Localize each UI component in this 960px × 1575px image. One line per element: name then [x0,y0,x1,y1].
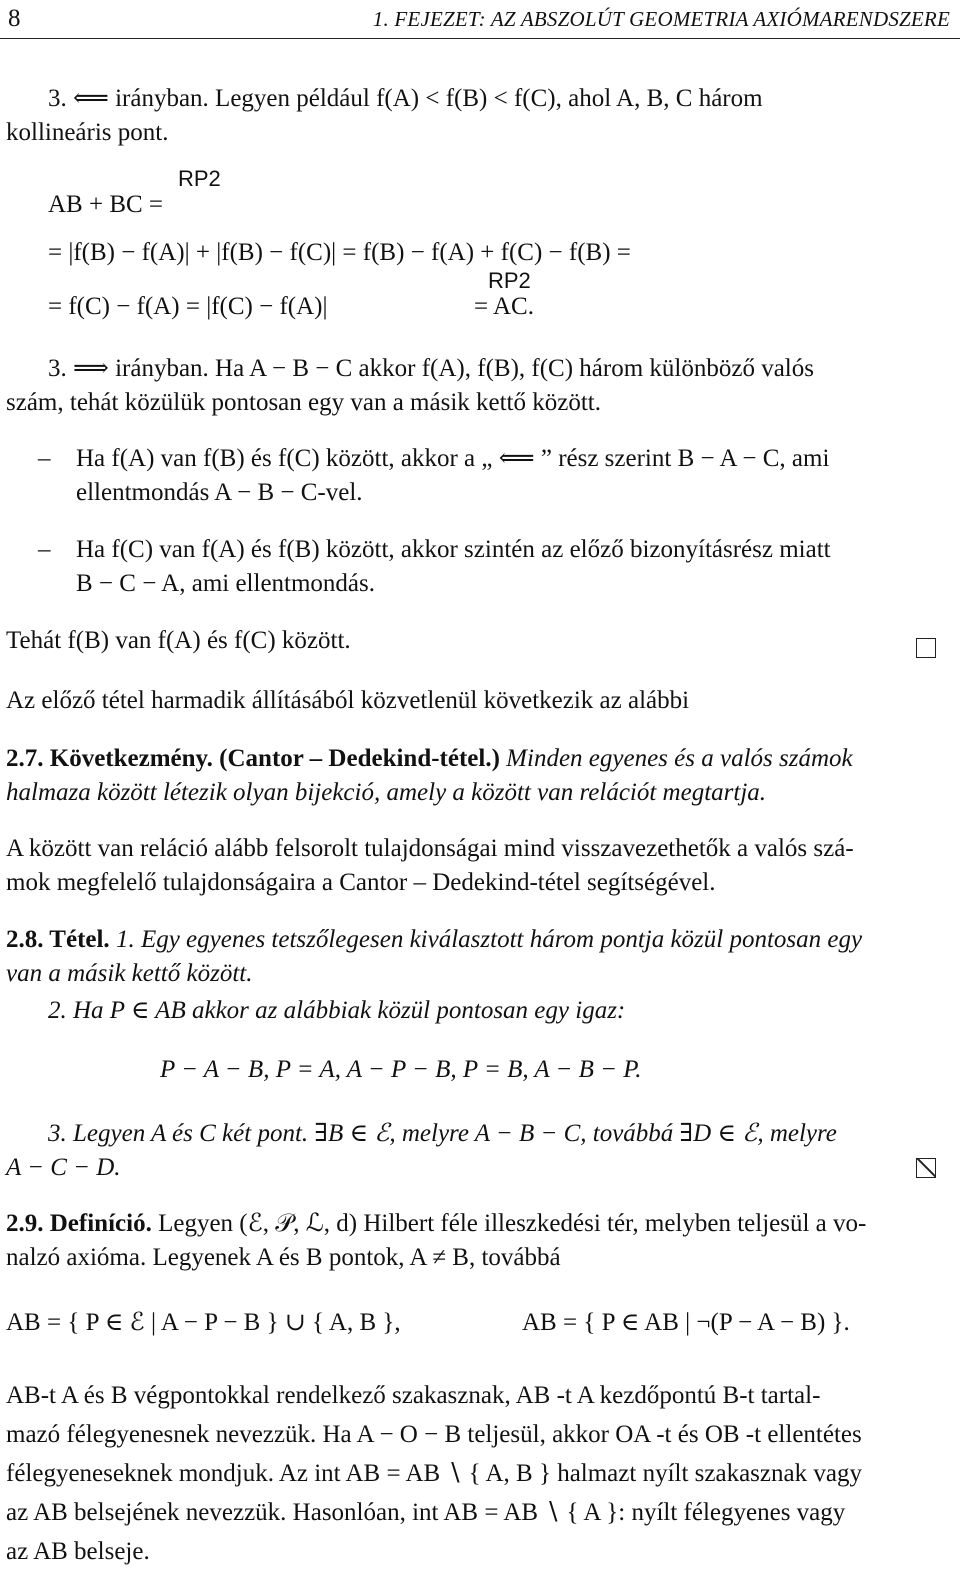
paragraph-line: AB-t A és B végpontokkal rendelkező szakasznak, AB -t A kezdőpontú B-t tartal- [6,1382,821,1409]
ray-definition: AB = { P ∈ AB | ¬(P − A − B) }. [522,1309,850,1336]
definition-heading: 2.9. Definíció. [6,1210,152,1237]
proof-direction-backward: 3. ⟸ irányban. Legyen például f(A) < f(B) < f(C), ahol A, B, C három [48,85,763,112]
equation-line-3a: = f(C) − f(A) = |f(C) − f(A)| [48,293,328,320]
theorem-item-3-cont: A − C − D. [6,1154,121,1181]
paragraph-line: félegyeneseknek mondjuk. Az int AB = AB ∖ { A, B } halmazt nyílt szakasznak vagy [6,1460,862,1487]
proof-direction-forward: 3. ⟹ irányban. Ha A − B − C akkor f(A), f(B), f(C) három különböző valós [48,355,814,382]
corollary-heading: 2.7. Következmény. (Cantor – Dedekind-tétel.) [6,745,500,772]
page-header [0,0,960,34]
case-2-line-2: B − C − A, ami ellentmondás. [76,570,376,597]
equation-line-2: = |f(B) − f(A)| + |f(B) − f(C)| = f(B) − f(A) + f(C) − f(B) = [48,239,631,266]
rp2-label-2: RP2 [488,268,531,293]
paragraph-line: A között van reláció alább felsorolt tulajdonságai mind visszavezethetők a valós szá- [6,835,854,862]
equation-line-1: AB + BC = [48,191,164,218]
theorem-item-3: 3. Legyen A és C két pont. ∃B ∈ ℰ, melyre A − B − C, továbbá ∃D ∈ ℰ, melyre [48,1120,837,1147]
segment-definition: AB = { P ∈ ℰ | A − P − B } ∪ { A, B }, [6,1309,401,1336]
corollary-line-1 [6,742,853,776]
theorem-item-2: 2. Ha P ∈ AB akkor az alábbiak közül pontosan egy igaz: [48,997,626,1024]
case-1-line-2: ellentmondás A − B − C-vel. [76,479,363,506]
text-line: szám, tehát közülük pontosan egy van a másik kettő között. [6,389,601,416]
paragraph-line: az AB belseje. [6,1538,150,1565]
definition-line-1 [6,1207,866,1241]
definition-line-2: nalzó axióma. Legyenek A és B pontok, A ≠ B, továbbá [6,1244,561,1271]
corollary-text: Minden egyenes és a valós számok [499,745,853,772]
qed-box-icon [916,638,936,658]
theorem-line-2: van a másik kettő között. [6,960,253,987]
case-1-line-1: Ha f(A) van f(B) és f(C) között, akkor a „ ⟸ ” rész szerint B − A − C, ami [76,445,830,472]
corollary-line-2: halmaza között létezik olyan bijekció, amely a között van relációt megtartja. [6,779,767,806]
theorem-heading: 2.8. Tétel. [6,926,110,953]
conclusion-line: Tehát f(B) van f(A) és f(C) között. [6,627,351,654]
rp2-label: RP2 [178,166,221,191]
text-line: kollineáris pont. [6,119,169,146]
paragraph-line: az AB belsejének nevezzük. Hasonlóan, int AB = AB ∖ { A }: nyílt félegyenes vagy [6,1499,846,1526]
bullet-dash: – [38,445,51,472]
paragraph-line: mazó félegyenesnek nevezzük. Ha A − O − B teljesül, akkor OA -t és OB -t ellentétes [6,1421,862,1448]
chapter-title: 1. FEJEZET: AZ ABSZOLÚT GEOMETRIA AXIÓMARENDSZERE [372,7,950,31]
theorem-line-1 [6,923,862,957]
equation-line-3b: = AC. [474,293,534,320]
case-2-line-1: Ha f(C) van f(A) és f(B) között, akkor szintén az előző bizonyításrész miatt [76,536,831,563]
paragraph-line: mok megfelelő tulajdonságaira a Cantor – Dedekind-tétel segítségével. [6,869,716,896]
bullet-dash: – [38,536,51,563]
header-rule [0,38,960,39]
theorem-text: 1. Egy egyenes tetszőlegesen kiválasztott három pontja közül pontosan egy [109,926,863,953]
theorem-display: P − A − B, P = A, A − P − B, P = B, A − B − P. [160,1056,642,1083]
text-line: Az előző tétel harmadik állításából közvetlenül következik az alábbi [6,687,690,714]
page-number: 8 [8,5,21,32]
qed-crossed-box-icon [916,1158,936,1178]
definition-text: Legyen (ℰ, 𝒫, ℒ, d) Hilbert féle illeszkedési tér, melyben teljesül a vo- [151,1210,867,1237]
